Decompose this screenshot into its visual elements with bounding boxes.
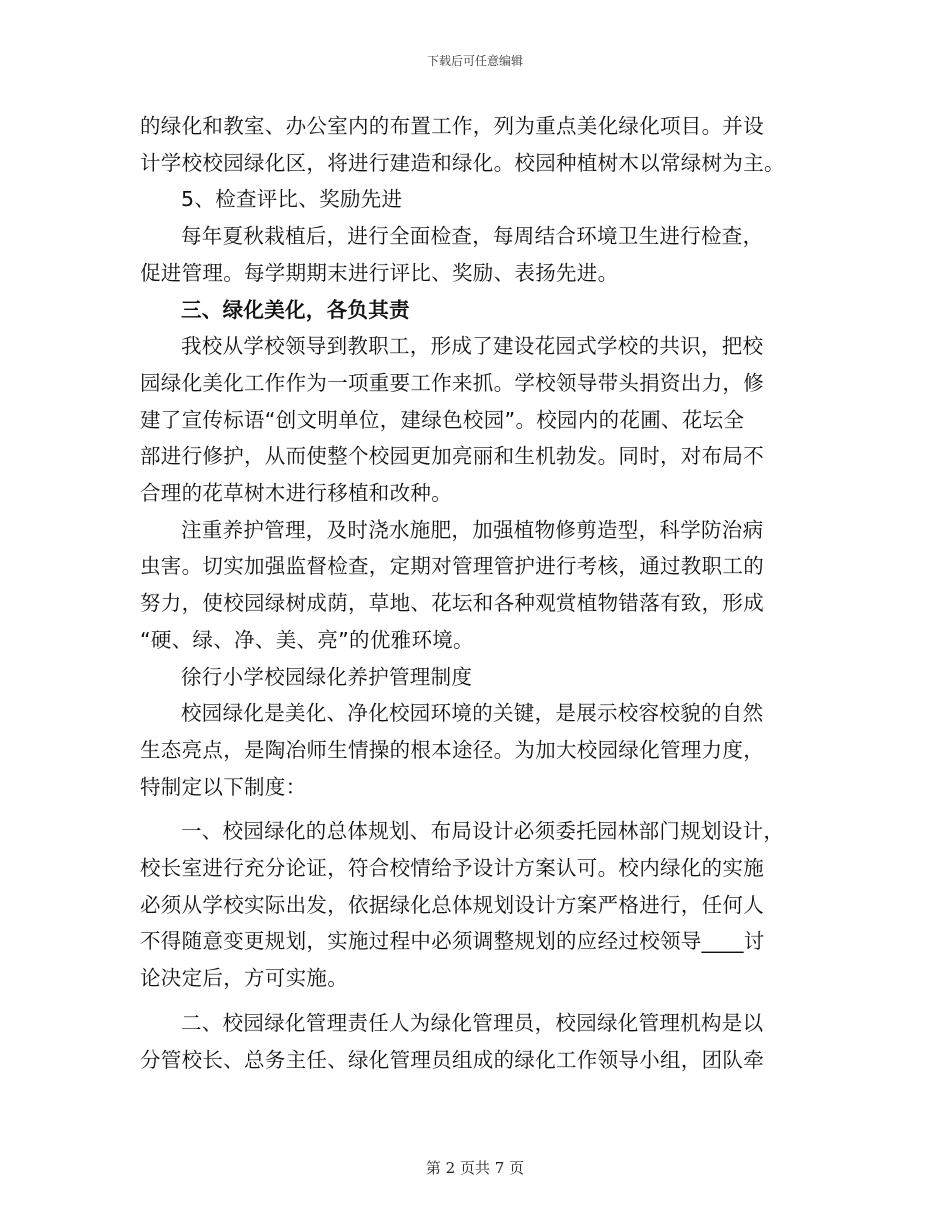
paragraph bbox=[140, 813, 810, 997]
text-line: 校长室进行充分论证，符合校情给予设计方案认可。校内绿化的实施 bbox=[140, 856, 764, 881]
text-line: 园绿化美化工作作为一项重要工作来抓。学校领导带头捐资出力，修 bbox=[140, 370, 764, 395]
page-footer: 第 2 页共 7 页 bbox=[425, 1159, 525, 1177]
text-line: 5、检查评比、奖励先进 bbox=[181, 187, 403, 212]
text-line: 我校从学校领导到教职工，形成了建设花园式学校的共识，把校 bbox=[181, 334, 764, 359]
text-line: 分管校长、总务主任、绿化管理员组成的绿化工作领导小组，团队牵 bbox=[140, 1047, 764, 1072]
paragraph bbox=[140, 1005, 810, 1078]
text-line: 合理的花草树木进行移植和改种。 bbox=[140, 481, 452, 506]
text-line: 论决定后，方可实施。 bbox=[140, 966, 348, 991]
section-subheading bbox=[140, 181, 810, 218]
document-title-line bbox=[140, 659, 810, 696]
text-line: 三、绿化美化，各负其责 bbox=[181, 297, 410, 322]
text-line: 的绿化和教室、办公室内的布置工作，列为重点美化绿化项目。并设 bbox=[140, 114, 764, 138]
page-header: 下载后可任意编辑 bbox=[426, 54, 523, 68]
text-line: 必须从学校实际出发，依据绿化总体规划设计方案严格进行，任何人 bbox=[140, 892, 764, 917]
text-line: 一、校园绿化的总体规划、布局设计必须委托园林部门规划设计， bbox=[181, 819, 785, 844]
text-line: 二、校园绿化管理责任人为绿化管理员，校园绿化管理机构是以 bbox=[181, 1010, 764, 1035]
text-line: 注重养护管理，及时浇水施肥，加强植物修剪造型，科学防治病 bbox=[181, 517, 764, 542]
text-line: 校园绿化是美化、净化校园环境的关键，是展示校容校貌的自然 bbox=[181, 701, 764, 726]
text-line: 虫害。切实加强监督检查，定期对管理管护进行考核，通过教职工的 bbox=[140, 554, 764, 579]
text-line: 促进管理。每学期期末进行评比、奖励、表扬先进。 bbox=[140, 260, 619, 285]
paragraph bbox=[140, 108, 810, 181]
text-line: 生态亮点，是陶冶师生情操的根本途径。为加大校园绿化管理力度， bbox=[140, 737, 764, 762]
text-line: 部进行修护，从而使整个校园更加亮丽和生机勃发。同时，对布局不 bbox=[140, 444, 764, 469]
text-line: 不得随意变更规划，实施过程中必须调整规划的应经过校领导____讨 bbox=[140, 929, 765, 954]
section-heading bbox=[140, 292, 810, 329]
document-body bbox=[140, 108, 810, 1078]
paragraph bbox=[140, 218, 810, 291]
paragraph bbox=[140, 512, 810, 659]
text-line: 努力，使校园绿树成荫，草地、花坛和各种观赏植物错落有致，形成 bbox=[140, 591, 764, 616]
text-line: 建了宣传标语“创文明单位，建绿色校园”。校园内的花圃、花坛全 bbox=[140, 407, 745, 432]
text-line: “硬、绿、净、美、亮”的优雅环境。 bbox=[140, 627, 474, 652]
text-line: 每年夏秋栽植后，进行全面检查，每周结合环境卫生进行检查， bbox=[181, 224, 764, 249]
paragraph bbox=[140, 695, 810, 805]
text-line: 特制定以下制度： bbox=[140, 774, 307, 799]
text-line: 徐行小学校园绿化养护管理制度 bbox=[181, 664, 473, 689]
text-line: 计学校校园绿化区，将进行建造和绿化。校园种植树木以常绿树为主。 bbox=[140, 150, 785, 175]
paragraph bbox=[140, 328, 810, 512]
